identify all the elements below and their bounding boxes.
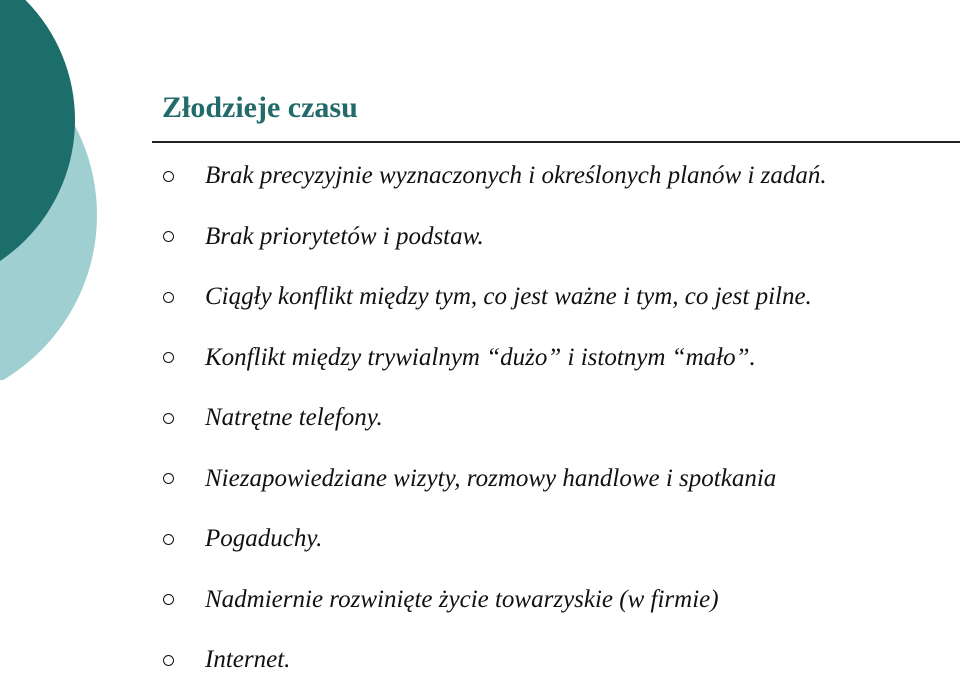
circle-bullet-icon: [163, 231, 174, 242]
circle-bullet-icon: [163, 534, 174, 545]
slide-title: Złodzieje czasu: [162, 91, 358, 124]
bullet-text: Brak priorytetów i podstaw.: [205, 222, 484, 250]
circle-bullet-icon: [163, 292, 174, 303]
bullet-text: Konflikt między trywialnym “dużo” i istotnym “mało”.: [205, 343, 756, 371]
circle-bullet-icon: [163, 413, 174, 424]
bullet-text: Pogaduchy.: [205, 525, 323, 553]
bullet-text: Brak precyzyjnie wyznaczonych i określonych planów i zadań.: [205, 162, 827, 190]
bullet-text: Ciągły konflikt między tym, co jest ważne i tym, co jest pilne.: [205, 283, 812, 311]
bullet-item: [163, 509, 827, 570]
bullet-item: [163, 570, 827, 631]
bullet-text: Nadmiernie rozwinięte życie towarzyskie (w firmie): [205, 585, 719, 613]
bullet-text: Internet.: [205, 646, 291, 674]
bullet-item: [163, 267, 827, 328]
bullet-item: [163, 630, 827, 691]
circle-bullet-icon: [163, 352, 174, 363]
circle-bullet-icon: [163, 473, 174, 484]
decorative-circles: [0, 0, 110, 380]
bullet-item: [163, 328, 827, 389]
bullet-text: Natrętne telefony.: [205, 404, 383, 432]
bullet-text: Niezapowiedziane wizyty, rozmowy handlowe i spotkania: [205, 464, 777, 492]
bullet-item: [163, 146, 827, 207]
bullet-item: [163, 388, 827, 449]
title-divider: [152, 141, 960, 143]
circle-bullet-icon: [163, 655, 174, 666]
circle-bullet-icon: [163, 594, 174, 605]
bullet-list: [163, 146, 827, 691]
bullet-item: [163, 449, 827, 510]
bullet-item: [163, 207, 827, 268]
circle-bullet-icon: [163, 171, 174, 182]
